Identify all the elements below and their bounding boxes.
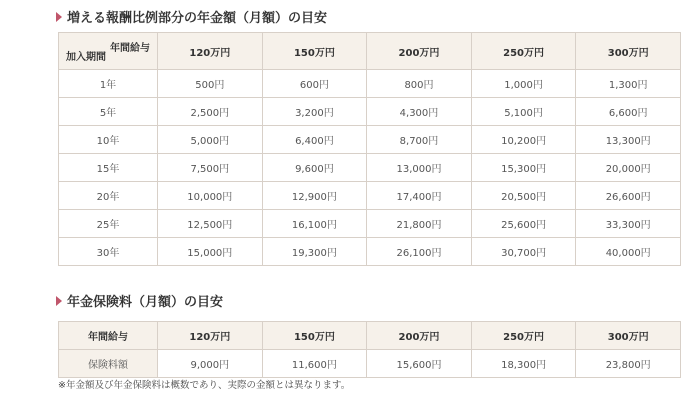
row-label: 保険料額 — [59, 350, 158, 378]
table-cell: 6,400円 — [262, 126, 367, 154]
column-header: 200万円 — [367, 322, 472, 350]
table-cell: 33,300円 — [576, 210, 681, 238]
table-cell: 1,000円 — [471, 70, 576, 98]
table-cell: 600円 — [262, 70, 367, 98]
table-cell: 17,400円 — [367, 182, 472, 210]
corner-header — [59, 33, 158, 70]
row-label: 30年 — [59, 238, 158, 266]
table-row — [59, 238, 681, 266]
table-row — [59, 126, 681, 154]
column-header: 250万円 — [471, 322, 576, 350]
table-cell: 4,300円 — [367, 98, 472, 126]
table-cell: 5,000円 — [158, 126, 263, 154]
table-cell: 19,300円 — [262, 238, 367, 266]
table-cell: 11,600円 — [262, 350, 367, 378]
column-header: 300万円 — [576, 33, 681, 70]
column-header: 120万円 — [158, 33, 263, 70]
table-cell: 6,600円 — [576, 98, 681, 126]
table-row — [59, 154, 681, 182]
triangle-marker-icon — [56, 12, 62, 22]
table-row — [59, 350, 681, 378]
row-label: 20年 — [59, 182, 158, 210]
section1-title: 増える報酬比例部分の年金額（月額）の目安 — [67, 11, 328, 26]
column-header: 300万円 — [576, 322, 681, 350]
column-header: 150万円 — [262, 322, 367, 350]
table-cell: 500円 — [158, 70, 263, 98]
row-label: 15年 — [59, 154, 158, 182]
section2-heading — [56, 291, 223, 310]
table-cell: 15,300円 — [471, 154, 576, 182]
row-label: 5年 — [59, 98, 158, 126]
table-cell: 12,900円 — [262, 182, 367, 210]
section2-title: 年金保険料（月額）の目安 — [67, 295, 224, 310]
table-cell: 13,300円 — [576, 126, 681, 154]
table-cell: 7,500円 — [158, 154, 263, 182]
table-row — [59, 182, 681, 210]
column-header: 200万円 — [367, 33, 472, 70]
table-cell: 9,600円 — [262, 154, 367, 182]
table-cell: 20,000円 — [576, 154, 681, 182]
footnote: ※年金額及び年金保険料は概数であり、実際の金額とは異なります。 — [58, 380, 351, 391]
table-cell: 10,000円 — [158, 182, 263, 210]
table-cell: 15,600円 — [367, 350, 472, 378]
table-cell: 12,500円 — [158, 210, 263, 238]
table-cell: 25,600円 — [471, 210, 576, 238]
table-row — [59, 98, 681, 126]
table-cell: 21,800円 — [367, 210, 472, 238]
row-label: 25年 — [59, 210, 158, 238]
table-cell: 2,500円 — [158, 98, 263, 126]
table-cell: 26,100円 — [367, 238, 472, 266]
column-header: 120万円 — [158, 322, 263, 350]
column-header: 150万円 — [262, 33, 367, 70]
table-cell: 40,000円 — [576, 238, 681, 266]
table-cell: 30,700円 — [471, 238, 576, 266]
table-cell: 8,700円 — [367, 126, 472, 154]
table-cell: 20,500円 — [471, 182, 576, 210]
table-cell: 18,300円 — [471, 350, 576, 378]
table-cell: 10,200円 — [471, 126, 576, 154]
corner-annual-salary-label: 年間給与 — [110, 43, 150, 54]
table-cell: 3,200円 — [262, 98, 367, 126]
triangle-marker-icon — [56, 296, 62, 306]
annual-salary-header: 年間給与 — [59, 322, 158, 350]
pension-amount-table — [58, 32, 681, 266]
section1-heading — [56, 7, 327, 26]
table-cell: 23,800円 — [576, 350, 681, 378]
column-header: 250万円 — [471, 33, 576, 70]
table-header-row — [59, 33, 681, 70]
corner-enrollment-period-label: 加入期間 — [66, 52, 106, 63]
row-label: 10年 — [59, 126, 158, 154]
table-row — [59, 210, 681, 238]
table-cell: 16,100円 — [262, 210, 367, 238]
table-row — [59, 70, 681, 98]
table-header-row — [59, 322, 681, 350]
insurance-premium-table — [58, 321, 681, 378]
table-cell: 1,300円 — [576, 70, 681, 98]
table-cell: 15,000円 — [158, 238, 263, 266]
table-cell: 26,600円 — [576, 182, 681, 210]
table-cell: 9,000円 — [158, 350, 263, 378]
row-label: 1年 — [59, 70, 158, 98]
table-cell: 800円 — [367, 70, 472, 98]
table-cell: 5,100円 — [471, 98, 576, 126]
table-cell: 13,000円 — [367, 154, 472, 182]
